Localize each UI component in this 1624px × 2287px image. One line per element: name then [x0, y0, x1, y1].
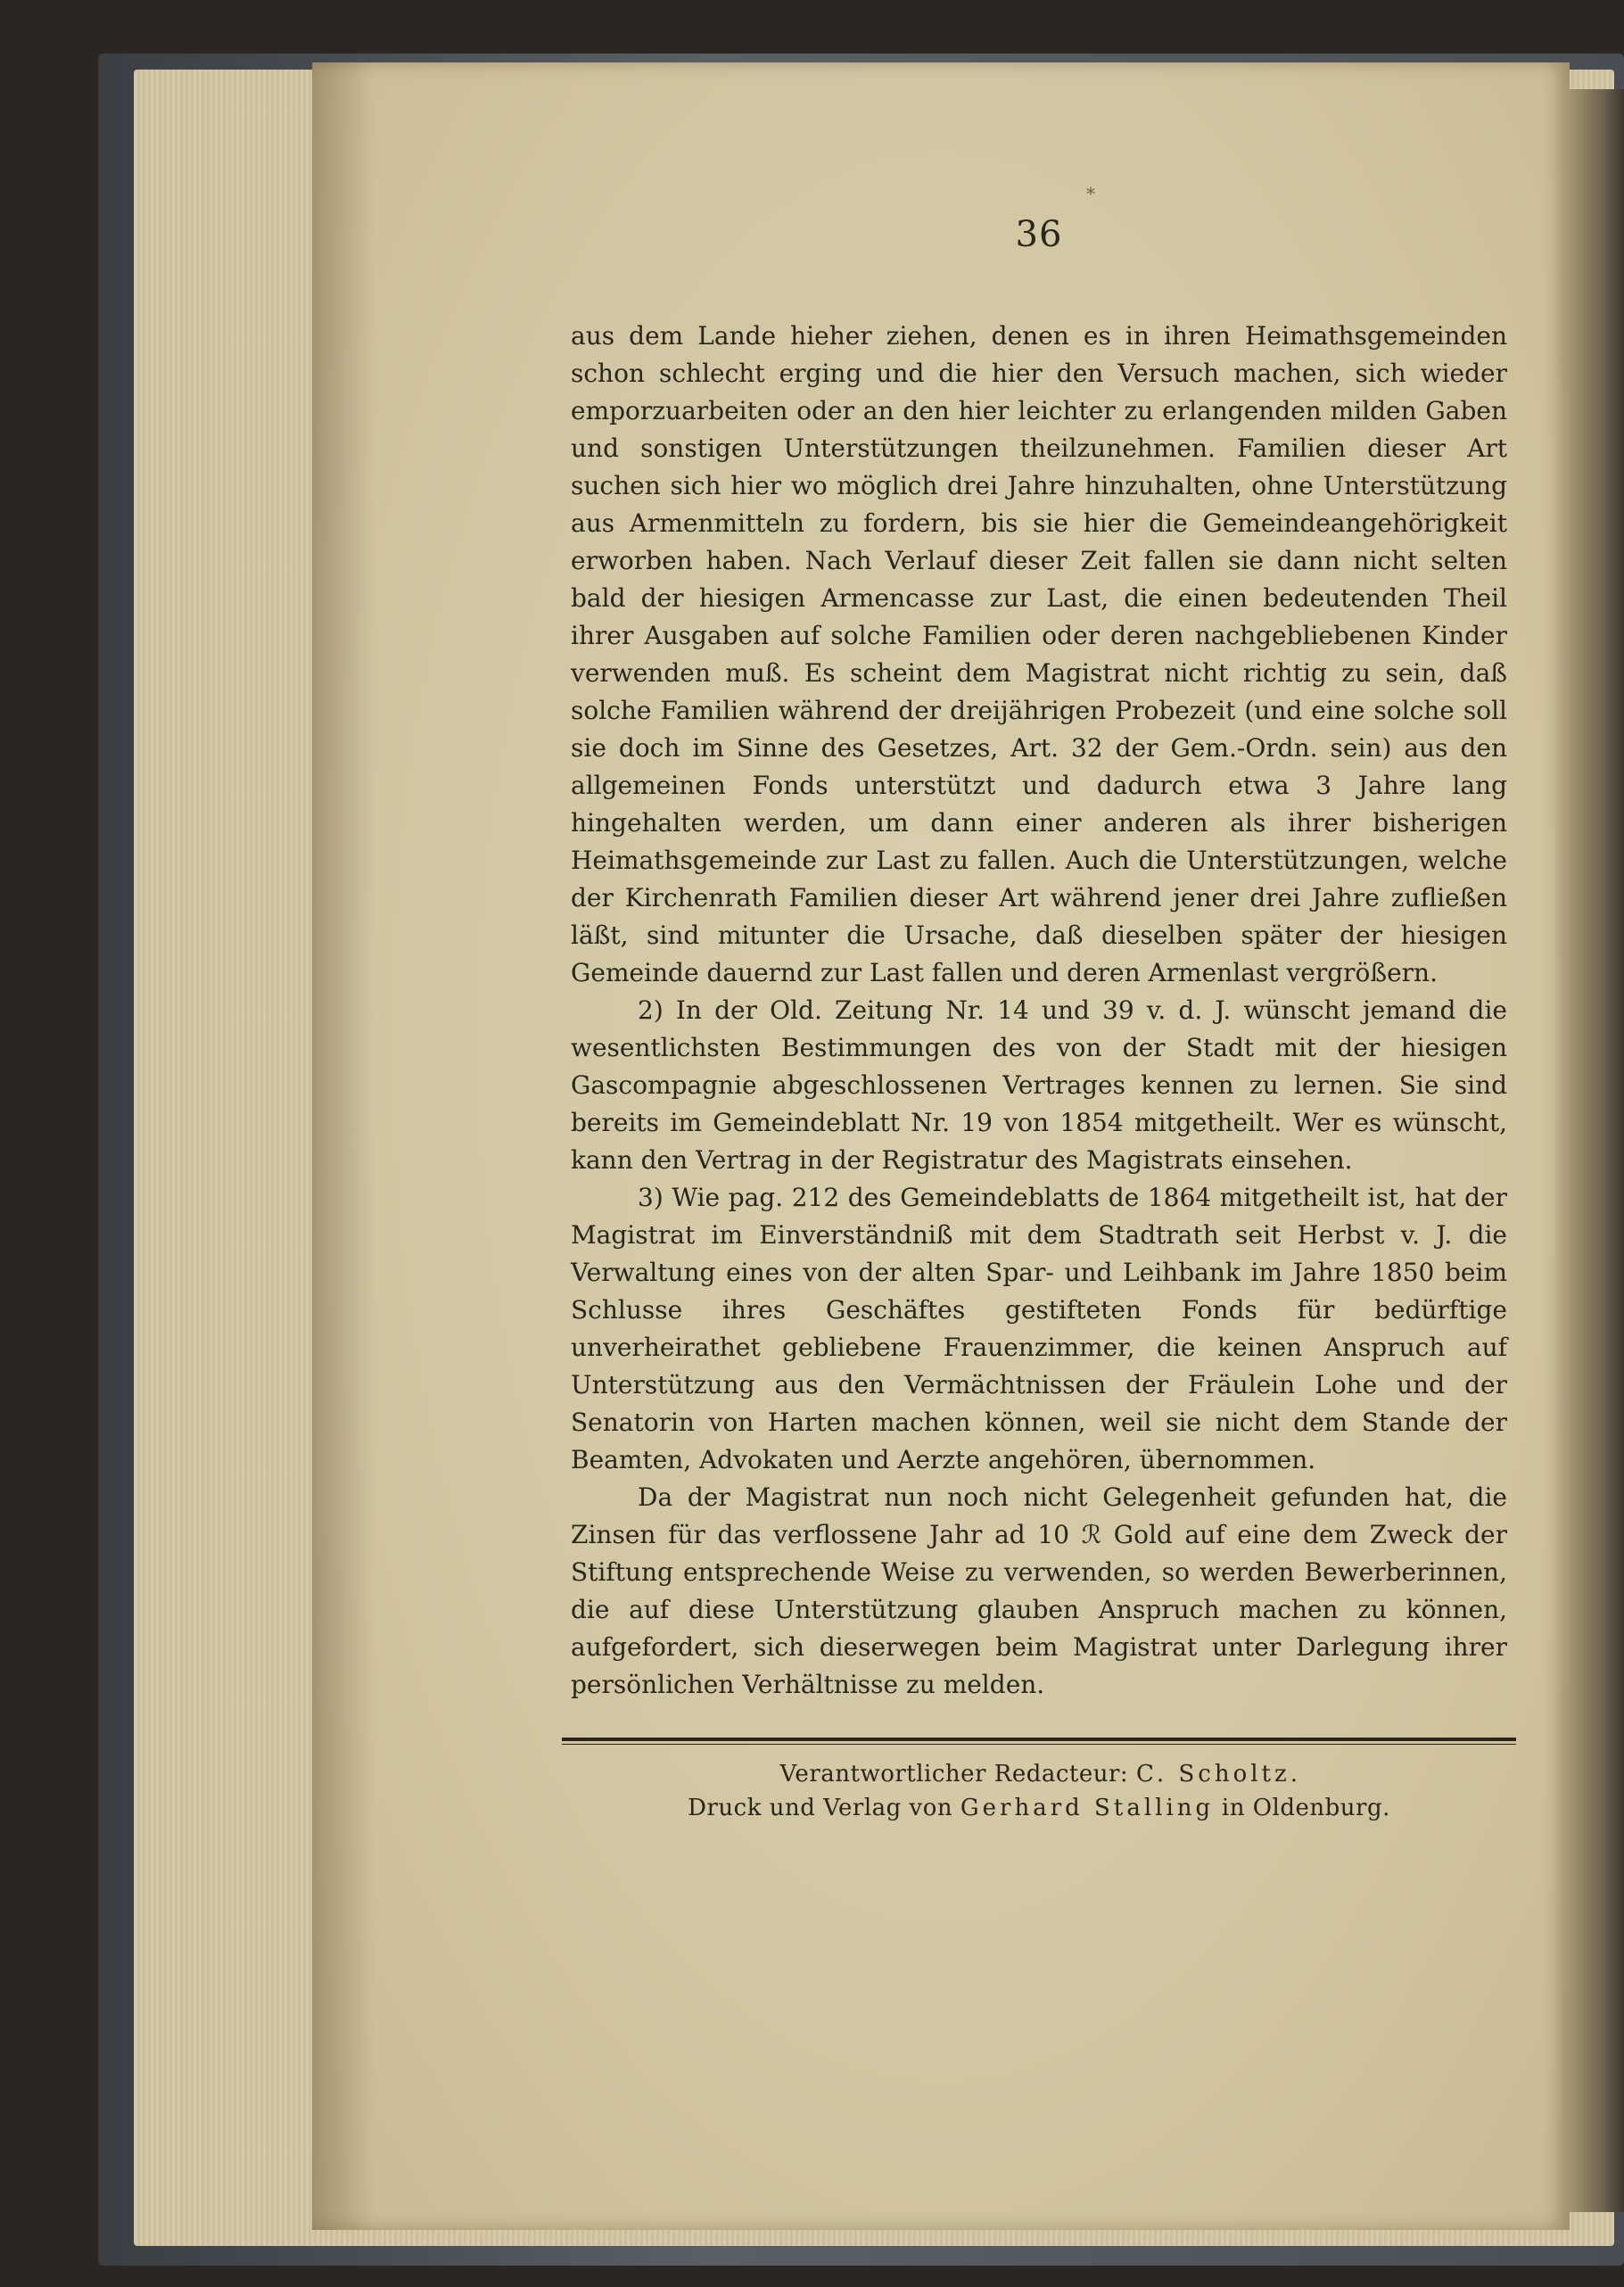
paragraph-4: Da der Magistrat nun noch nicht Gelegenheit gefunden hat, die Zinsen für das verflossene Jahr ad 10 ℛ Gold auf eine dem Zweck der Stiftung entsprechende Weise zu verwenden, so werden Bewerberinnen, die auf diese Unterstützung glauben Anspruch machen zu können, aufgefordert, sich dieserwegen beim Magistrat unter Darlegung ihrer persönlichen Verhältnisse zu melden.: [571, 1482, 1507, 1699]
paragraph-1: aus dem Lande hieher ziehen, denen es in ihren Heimathsgemeinden schon schlecht erging und die hier den Versuch machen, sich wieder emporzuarbeiten oder an den hier leichter zu erlangenden milden Gaben und sonstigen Unterstützungen theilzunehmen. Familien dieser Art suchen sich hier wo möglich drei Jahre hinzuhalten, ohne Unterstützung aus Armenmitteln zu fordern, bis sie hier die Gemeindeangehörigkeit erworben haben. Nach Verlauf dieser Zeit fallen sie dann nicht selten bald der hiesigen Armencasse zur Last, die einen bedeutenden Theil ihrer Ausgaben auf solche Familien oder deren nachgebliebenen Kinder verwenden muß. Es scheint dem Magistrat nicht richtig zu sein, daß solche Familien während der dreijährigen Probezeit (und eine solche soll sie doch im Sinne des Gesetzes, Art. 32 der Gem.-Ordn. sein) aus den allgemeinen Fonds unterstützt und dadurch etwa 3 Jahre lang hingehalten werden, um dann einer anderen als ihrer bisherigen Heimathsgemeinde zur Last zu fallen. Auch die Unterstützungen, welche der Kirchenrath Familien dieser Art während jener drei Jahre zufließen läßt, sind mitunter die Ursache, daß dieselben später der hiesigen Gemeinde dauernd zur Last fallen und deren Armenlast vergrößern.: [571, 321, 1507, 987]
footer-rule: [562, 1738, 1516, 1745]
imprint-editor-label: Verantwortlicher Redacteur:: [779, 1761, 1136, 1787]
imprint-publisher-line: [571, 1791, 1507, 1825]
imprint: [571, 1757, 1507, 1825]
gutter-shadow: [312, 62, 375, 2230]
page-number: 36: [1015, 214, 1063, 255]
paragraph-3: 3) Wie pag. 212 des Gemeindeblatts de 1864 mitgetheilt ist, hat der Magistrat im Einverständniß mit dem Stadtrath seit Herbst v. J. die Verwaltung eines von der alten Spar- und Leihbank im Jahre 1850 beim Schlusse ihres Geschäftes gestifteten Fonds für bedürftige unverheirathet gebliebene Frauenzimmer, die keinen Anspruch auf Unterstützung aus den Vermächtnissen der Fräulein Lohe und der Senatorin von Harten machen können, weil sie nicht dem Stande der Beamten, Advokaten und Aerzte angehören, übernommen.: [571, 1183, 1507, 1474]
imprint-editor-name: C. Scholtz: [1135, 1761, 1290, 1787]
paragraph-2: 2) In der Old. Zeitung Nr. 14 und 39 v. d. J. wünscht jemand die wesentlichsten Bestimmungen des von der Stadt mit der hiesigen Gascompagnie abgeschlossenen Vertrages kennen zu lernen. Sie sind bereits im Gemeindeblatt Nr. 19 von 1854 mitgetheilt. Wer es wünscht, kann den Vertrag in der Registratur des Magistrats einsehen.: [571, 995, 1507, 1175]
page-content: [571, 214, 1507, 1825]
right-page-edge: [1570, 89, 1624, 2212]
imprint-publisher-name: Gerhard Stalling: [960, 1795, 1215, 1821]
imprint-editor-line: [571, 1757, 1507, 1791]
ink-speck: *: [1086, 183, 1095, 204]
imprint-editor-suffix: .: [1290, 1761, 1298, 1787]
imprint-publisher-label: Druck und Verlag von: [688, 1795, 960, 1821]
imprint-publisher-place: in Oldenburg.: [1214, 1795, 1390, 1821]
